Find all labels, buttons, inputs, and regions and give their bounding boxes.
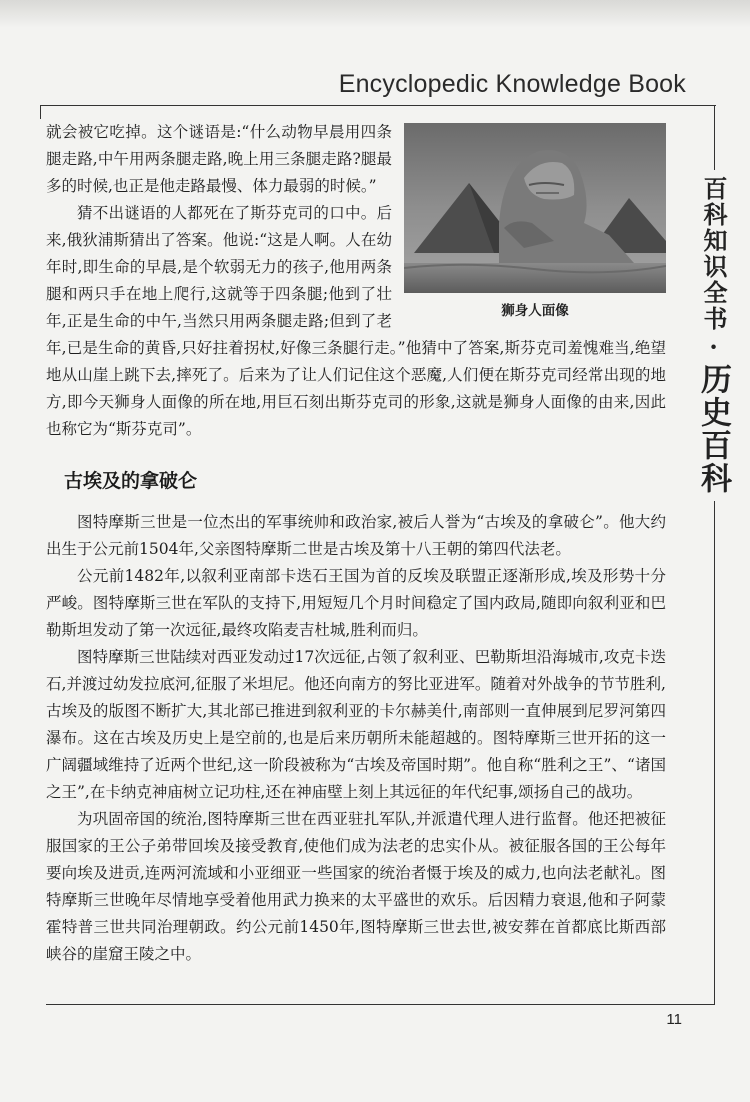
sphinx-photo xyxy=(404,123,666,293)
header-rule xyxy=(40,105,716,106)
page-number: 11 xyxy=(666,1011,682,1028)
section-paragraph-1: 图特摩斯三世是一位杰出的军事统帅和政治家,被后人誉为“古埃及的拿破仑”。他大约出生于公元前1504年,父亲图特摩斯二世是古埃及第十八王朝的第四代法老。 xyxy=(46,513,666,558)
header-title: Encyclopedic Knowledge Book xyxy=(338,70,686,98)
sphinx-figure xyxy=(404,123,666,320)
side-title-book: 百科知识全书 xyxy=(699,176,728,332)
section-heading: 古埃及的拿破仑 xyxy=(64,471,198,492)
section-paragraph-4: 为巩固帝国的统治,图特摩斯三世在西亚驻扎军队,并派遣代理人进行监督。他还把被征服国家的王公子弟带回埃及接受教育,使他们成为法老的忠实仆从。被征服各国的王公每年要向埃及进贡,连两河流域和小亚细亚一些国家的统治者慑于埃及的威力,也向法老献礼。图特摩斯三世晚年尽情地享受着他用武力换来的太平盛世的欢乐。后因精力衰退,他和子阿蒙霍特普三世共同治理朝政。约公元前1450年,图特摩斯三世去世,被安葬在首都底比斯西部峡谷的崖窟王陵之中。 xyxy=(46,810,666,963)
scan-shadow xyxy=(0,0,750,28)
section-paragraph-2: 公元前1482年,以叙利亚南部卡迭石王国为首的反埃及联盟正逐渐形成,埃及形势十分严峻。图特摩斯三世在军队的支持下,用短短几个月时间稳定了国内政局,随即向叙利亚和巴勒斯坦发动了第一次远征,最终攻陷麦吉杜城,胜利而归。 xyxy=(46,567,666,639)
intro-paragraph-2: 猜不出谜语的人都死在了斯芬克司的口中。后来,俄狄浦斯猜出了答案。他说:“这是人啊。人在幼年时,即生命的早晨,是个软弱无力的孩子,他用两条腿和两只手在地上爬行,这就等于四条腿;他到了壮年,正是生命的中午,当然只用两条腿走路;但到了老年,已是生命的黄昏,只好拄着拐杖,好像三条腿行走。”他猜中了答案,斯芬克司羞愧难当,绝望地从山崖上跳下去,摔死了。后来为了让人们记住这个恶魔,人们便在斯芬克司经常出现的地方,即今天狮身人面像的所在地,用巨石刻出斯芬克司的形象,这就是狮身人面像的由来,因此也称它为“斯芬克司”。 xyxy=(46,204,666,438)
bottom-rule xyxy=(46,1004,714,1005)
figure-caption: 狮身人面像 xyxy=(501,303,569,318)
page-content xyxy=(46,119,666,968)
side-title-category: 历史百科 xyxy=(695,363,731,495)
side-section-title xyxy=(694,170,736,501)
side-title-separator: · xyxy=(699,332,728,363)
section-paragraph-3: 图特摩斯三世陆续对西亚发动过17次远征,占领了叙利亚、巴勒斯坦沿海城市,攻克卡迭石,并渡过幼发拉底河,征服了米坦尼。他还向南方的努比亚进军。随着对外战争的节节胜利,古埃及的版图不断扩大,其北部已推进到叙利亚的卡尔赫美什,南部则一直伸展到尼罗河第四瀑布。这在古埃及历史上是空前的,也是后来历朝所未能超越的。图特摩斯三世开拓的这一广阔疆域维持了近两个世纪,这一阶段被称为“古埃及帝国时期”。他自称“胜利之王”、“诸国之王”,在卡纳克神庙树立记功柱,还在神庙壁上刻上其远征的年代纪事,颂扬自己的战功。 xyxy=(46,648,666,801)
intro-paragraph-1: 就会被它吃掉。这个谜语是:“什么动物早晨用四条腿走路,中午用两条腿走路,晚上用三条腿走路?腿最多的时候,也正是他走路最慢、体力最弱的时候。” xyxy=(46,123,392,195)
corner-tick xyxy=(40,105,41,119)
sphinx-illustration xyxy=(404,123,666,293)
